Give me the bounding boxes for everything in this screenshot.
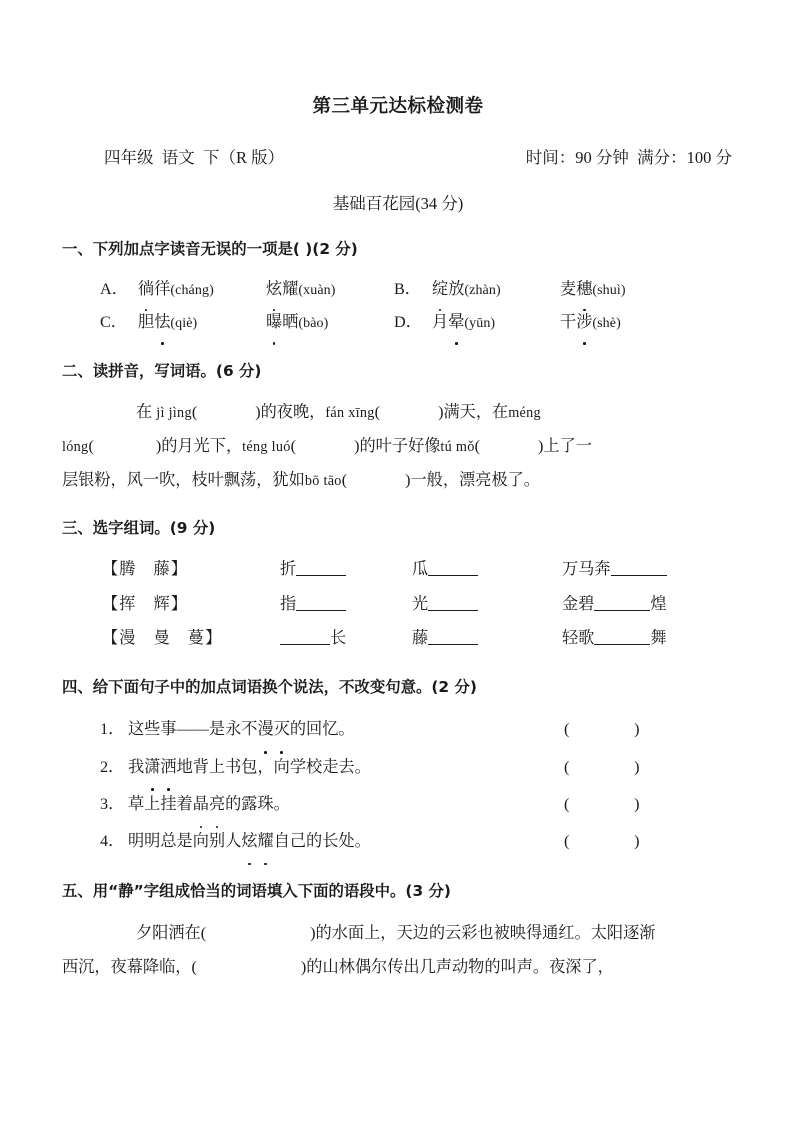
dotted-char: 怯 xyxy=(154,306,170,339)
plain-char: 月 xyxy=(432,313,449,332)
question-1-heading: 一、下列加点字读音无误的一项是( )(2 分) xyxy=(62,240,358,258)
question-3 xyxy=(62,517,734,657)
option-d-item-2-pinyin: (shè) xyxy=(592,316,621,332)
q5-text-2: )的水面上，天边的云彩也被映得通红。太阳逐渐 xyxy=(310,923,656,942)
question-1-options-row-2 xyxy=(62,306,734,339)
option-c-item-2-text xyxy=(266,306,298,339)
blank-underline[interactable] xyxy=(296,559,346,576)
q2-pinyin-2: fán xīng xyxy=(325,404,375,421)
blank-underline[interactable] xyxy=(611,559,667,576)
page-content xyxy=(62,92,734,1005)
q4-item-1-pre: 这些事——是永不 xyxy=(128,720,258,739)
option-b-item-1-pinyin: (zhàn) xyxy=(464,283,501,299)
plain-char: 放 xyxy=(448,280,465,299)
q3-row-3-item-c-tail: 舞 xyxy=(650,629,667,648)
dotted-word-char: 晶 xyxy=(193,786,209,823)
question-4-item-2 xyxy=(62,749,734,786)
q2-pinyin-4: lóng xyxy=(62,438,89,455)
q2-text-5: 的叶子好像 xyxy=(359,436,441,455)
dotted-word-char: 洒 xyxy=(160,749,176,786)
option-d-label[interactable]: D． xyxy=(394,313,422,332)
q3-row-3-choices: 【漫 曼 蔓】 xyxy=(102,629,223,648)
option-b-item-1-text xyxy=(432,273,464,306)
q4-item-4-sentence xyxy=(128,823,564,860)
q4-item-1-number: 1． xyxy=(100,720,125,739)
plain-char: 徉 xyxy=(154,280,171,299)
question-4-item-4 xyxy=(62,823,734,860)
q3-row-2-item-a xyxy=(280,587,412,622)
q3-row-2-item-c-tail: 煌 xyxy=(650,594,667,613)
q2-blank-1[interactable]: ( ) xyxy=(191,402,261,421)
q3-row-1-item-a-text: 折 xyxy=(280,559,297,578)
dotted-word-char: 潇 xyxy=(144,749,160,786)
question-4 xyxy=(62,676,734,860)
q3-row-1-item-b xyxy=(412,552,562,587)
q2-text-3: 满天，在 xyxy=(443,402,509,421)
q3-row-1-item-a xyxy=(280,552,412,587)
option-b-item-2-pinyin: (shuì) xyxy=(592,283,626,299)
option-a-item-1-text xyxy=(138,273,170,306)
q4-item-2-number: 2． xyxy=(100,757,125,776)
plain-char: 耀 xyxy=(282,280,299,299)
option-c-item-1 xyxy=(138,306,266,339)
q3-row-2-item-a-text: 指 xyxy=(280,594,297,613)
question-5-heading: 五、用“静”字组成恰当的词语填入下面的语段中。(3 分) xyxy=(62,882,451,901)
question-2-paragraph xyxy=(62,395,734,497)
question-3-heading: 三、选字组词。(9 分) xyxy=(62,518,216,537)
q4-item-2-post: 地背上书包，向学校走去。 xyxy=(176,757,371,776)
dotted-word-char: 亮 xyxy=(209,786,225,823)
q3-row-2-choices: 【挥 辉】 xyxy=(102,594,188,613)
q2-text-8: 一般，漂亮极了。 xyxy=(410,470,540,489)
q4-item-1-answer-blank[interactable]: ( ) xyxy=(564,720,640,739)
question-3-row-1 xyxy=(62,552,734,587)
q3-row-2-item-c-text: 金碧 xyxy=(562,594,595,613)
dotted-char: 涉 xyxy=(576,306,592,339)
dotted-char: 穗 xyxy=(576,273,592,306)
option-a-item-1 xyxy=(138,273,266,306)
option-d-item-1 xyxy=(432,306,560,339)
grade-subject-version: 四年级 语文 下（R 版） xyxy=(104,148,285,167)
time-and-total-score: 时间：90 分钟 满分：100 分 xyxy=(525,148,732,167)
q4-item-2-pre: 我 xyxy=(128,757,145,776)
q4-item-4-post: 自己的长处。 xyxy=(273,832,371,851)
dotted-char: 晕 xyxy=(448,306,464,339)
q4-item-4-number: 4． xyxy=(100,832,125,851)
option-c-item-2 xyxy=(266,306,394,339)
question-4-heading: 四、给下面句子中的加点词语换个说法，不改变句意。(2 分) xyxy=(62,678,477,697)
question-2 xyxy=(62,360,734,497)
option-d-item-1-pinyin: (yūn) xyxy=(464,316,496,332)
option-c-item-1-text xyxy=(138,306,170,339)
q2-pinyin-6: tú mǒ xyxy=(440,438,475,455)
option-a-item-2-pinyin: (xuàn) xyxy=(298,283,336,299)
q4-item-3-sentence xyxy=(128,786,564,823)
q5-text-1: 夕阳洒在( xyxy=(136,923,207,942)
q4-item-4-answer-blank[interactable]: ( ) xyxy=(564,832,640,851)
option-b-label[interactable]: B． xyxy=(394,280,421,299)
option-b-item-2 xyxy=(560,273,734,306)
question-3-row-3 xyxy=(62,621,734,656)
q3-row-3-item-c xyxy=(562,621,734,656)
dotted-word-char: 漫 xyxy=(258,711,274,748)
q3-row-3-item-b xyxy=(412,621,562,656)
blank-underline[interactable] xyxy=(594,628,650,645)
dotted-word-char: 耀 xyxy=(258,823,274,860)
option-c-label[interactable]: C． xyxy=(100,313,127,332)
q3-row-1-item-c xyxy=(562,552,734,587)
question-1-options-row-1 xyxy=(62,273,734,306)
q4-item-3-answer-blank[interactable]: ( ) xyxy=(564,794,640,813)
q2-text-4: 的月光下， xyxy=(161,436,243,455)
q2-blank-3[interactable]: ( ) xyxy=(88,436,162,455)
question-5-paragraph xyxy=(62,916,734,986)
dotted-char: 绽 xyxy=(432,273,448,306)
q4-item-1-post: 的回忆。 xyxy=(289,720,355,739)
dotted-char: 徜 xyxy=(138,273,154,306)
q5-text-3: 西沉，夜幕降临，( xyxy=(62,958,197,977)
option-c-item-1-pinyin: (qiè) xyxy=(170,316,198,332)
question-4-item-1 xyxy=(62,711,734,748)
q3-row-1-item-b-text: 瓜 xyxy=(412,559,429,578)
q2-text-2: 的夜晚， xyxy=(260,402,326,421)
q2-pinyin-3: méng xyxy=(508,404,541,421)
q2-blank-4[interactable]: ( ) xyxy=(290,436,360,455)
option-a-item-1-pinyin: (cháng) xyxy=(170,283,214,299)
option-b-item-2-text xyxy=(560,273,592,306)
question-3-row-2 xyxy=(62,587,734,622)
q2-text-1: 在 xyxy=(136,402,153,421)
q3-row-3-item-c-text: 轻歌 xyxy=(562,629,595,648)
q3-row-3-item-a-text: 长 xyxy=(330,629,347,648)
question-4-item-3 xyxy=(62,786,734,823)
q2-pinyin-7: bō tāo xyxy=(304,472,342,489)
q3-row-2-item-c xyxy=(562,587,734,622)
q3-row-3-item-a xyxy=(280,621,412,656)
q2-text-7: 层银粉，风一吹，枝叶飘荡，犹如 xyxy=(62,470,305,489)
page-title: 第三单元达标检测卷 xyxy=(312,96,484,117)
option-a-item-2 xyxy=(266,273,394,306)
blank-underline[interactable] xyxy=(428,559,478,576)
q4-item-2-answer-blank[interactable]: ( ) xyxy=(564,757,640,776)
q3-row-2-item-b xyxy=(412,587,562,622)
dotted-word-char: 炫 xyxy=(241,823,257,860)
blank-underline[interactable] xyxy=(280,628,330,645)
option-a-item-2-text xyxy=(266,273,298,306)
q4-item-1-sentence xyxy=(128,711,564,748)
q2-pinyin-5: téng luó xyxy=(242,438,291,455)
plain-char: 麦 xyxy=(560,280,577,299)
blank-underline[interactable] xyxy=(296,593,346,610)
q3-row-2-item-b-text: 光 xyxy=(412,594,429,613)
option-b-item-1 xyxy=(432,273,560,306)
dotted-char: 炫 xyxy=(266,273,282,306)
q2-blank-2[interactable]: ( ) xyxy=(374,402,444,421)
q4-item-3-post: 的露珠。 xyxy=(225,794,290,813)
q3-row-1-item-c-text: 万马奔 xyxy=(562,559,611,578)
q4-item-2-sentence xyxy=(128,749,564,786)
exam-meta-row xyxy=(62,144,734,168)
q3-row-1-choices: 【腾 藤】 xyxy=(102,559,188,578)
plain-char: 晒 xyxy=(282,313,299,332)
question-2-heading: 二、读拼音，写词语。(6 分) xyxy=(62,361,262,380)
q2-blank-6[interactable]: ( ) xyxy=(341,470,411,489)
question-5 xyxy=(62,880,734,985)
dotted-char: 曝 xyxy=(266,306,282,339)
plain-char: 胆 xyxy=(138,313,155,332)
q4-item-3-number: 3． xyxy=(100,794,125,813)
option-c-item-2-pinyin: (bào) xyxy=(298,316,329,332)
option-a-label[interactable]: A． xyxy=(100,280,128,299)
option-d-item-1-text xyxy=(432,306,464,339)
q5-text-4: )的山林偶尔传出几声动物的叫声。夜深了， xyxy=(300,958,614,977)
question-1 xyxy=(62,238,734,340)
q3-row-3-item-b-text: 藤 xyxy=(412,629,429,648)
option-d-item-2 xyxy=(560,306,734,339)
section-banner: 基础百花园(34 分) xyxy=(332,194,464,213)
q4-item-3-pre: 草上挂着 xyxy=(128,794,193,813)
q2-text-6: 上了一 xyxy=(543,436,592,455)
plain-char: 干 xyxy=(560,313,577,332)
dotted-word-char: 灭 xyxy=(274,711,290,748)
blank-underline[interactable] xyxy=(428,628,478,645)
blank-underline[interactable] xyxy=(428,593,478,610)
q4-item-4-pre: 明明总是向别人 xyxy=(128,832,242,851)
q2-pinyin-1: jì jìng xyxy=(156,404,192,421)
blank-underline[interactable] xyxy=(594,593,650,610)
option-d-item-2-text xyxy=(560,306,592,339)
q2-blank-5[interactable]: ( ) xyxy=(474,436,544,455)
